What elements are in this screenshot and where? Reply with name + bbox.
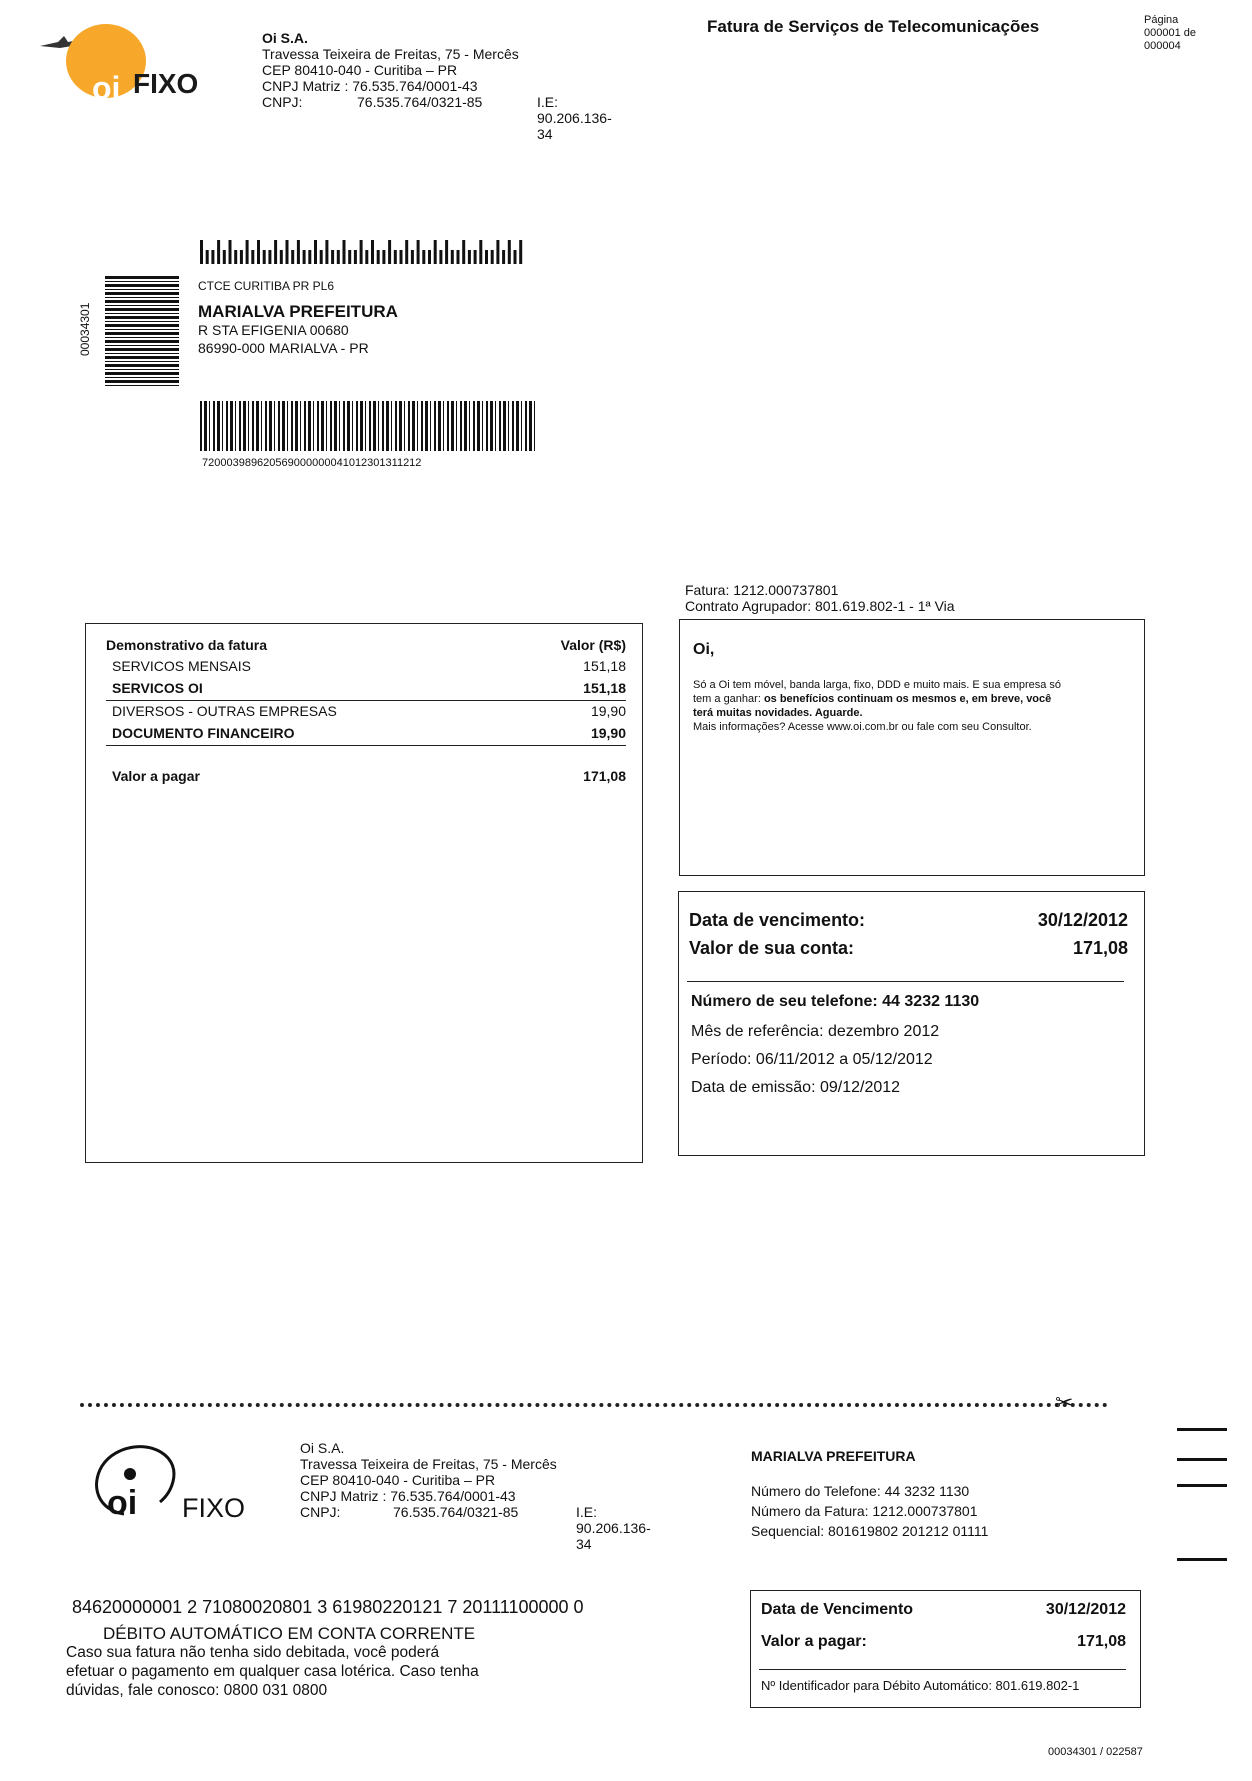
postnet-bar <box>343 240 346 264</box>
summary-box <box>678 891 1145 1156</box>
stub-cnpj-value: 76.535.764/0321-85 <box>393 1504 519 1520</box>
vertical-code: 00034301 <box>78 302 92 356</box>
debit-text <box>66 1643 508 1700</box>
scissors-icon: ✂ <box>1055 1390 1074 1415</box>
postnet-bar <box>365 250 368 264</box>
stub-company-name: Oi S.A. <box>300 1440 345 1456</box>
table-row <box>112 658 626 674</box>
postnet-bar <box>200 240 203 264</box>
postnet-bar <box>371 240 374 264</box>
stub-sequence: Sequencial: 801619802 201212 01111 <box>751 1523 989 1539</box>
due-value: 30/12/2012 <box>1037 910 1128 930</box>
postnet-bar <box>394 250 397 264</box>
message-body <box>693 678 1128 734</box>
side-mark <box>1177 1484 1227 1487</box>
stub-pay-label: Valor a pagar: <box>761 1633 867 1650</box>
row-value: 19,90 <box>590 725 626 741</box>
divider <box>106 745 626 746</box>
ie-value: I.E: 90.206.136-34 <box>537 94 612 142</box>
address-barcode <box>200 401 535 451</box>
value-header: Valor (R$) <box>560 637 626 653</box>
row-label: SERVICOS OI <box>112 680 203 696</box>
postnet-bar <box>468 250 471 264</box>
stub-logo-fixo: FIXO <box>182 1493 246 1523</box>
postnet-bar <box>485 250 488 264</box>
due-row <box>689 910 1128 931</box>
side-mark <box>1177 1458 1227 1461</box>
message-greeting: Oi, <box>693 641 715 658</box>
postnet-bar <box>462 240 465 264</box>
postnet-bar <box>360 240 363 264</box>
row-label: SERVICOS MENSAIS <box>112 658 252 674</box>
debit-text-line: efetuar o pagamento em qualquer casa lotérica. Caso tenha <box>66 1663 479 1680</box>
postnet-bar <box>286 240 289 264</box>
postnet-bar <box>223 250 226 264</box>
postnet-bar <box>405 240 408 264</box>
statement-title: Demonstrativo da fatura <box>106 637 268 653</box>
cnpj-value: 76.535.764/0321-85 <box>357 94 483 110</box>
stub-customer: MARIALVA PREFEITURA <box>751 1448 916 1464</box>
row-label: DIVERSOS - OUTRAS EMPRESAS <box>112 703 337 719</box>
postnet-bar <box>251 250 254 264</box>
postnet-bar <box>422 250 425 264</box>
route-code: CTCE CURITIBA PR PL6 <box>198 279 335 293</box>
postnet-bar <box>354 250 357 264</box>
postnet-bar <box>479 240 482 264</box>
divider <box>759 1669 1126 1670</box>
postnet-bar <box>314 240 317 264</box>
stub-cnpj-matriz: CNPJ Matriz : 76.535.764/0001-43 <box>300 1488 516 1504</box>
page-indicator <box>1144 14 1196 53</box>
page-label: Página <box>1144 14 1179 26</box>
company-name: Oi S.A. <box>262 30 308 46</box>
issue-date: Data de emissão: 09/12/2012 <box>691 1079 901 1096</box>
total-value: 171,08 <box>583 768 626 784</box>
message-line: Mais informações? Acesse www.oi.com.br ou fale com seu Consultor. <box>693 721 1032 733</box>
reference-month: Mês de referência: dezembro 2012 <box>691 1023 940 1040</box>
message-text-bold: os benefícios continuam os mesmos e, em breve, você <box>763 693 1052 705</box>
debit-text-line: dúvidas, fale conosco: 0800 031 0800 <box>66 1682 328 1699</box>
postnet-bar <box>240 250 243 264</box>
postnet-bar <box>388 240 391 264</box>
recipient-city: 86990-000 MARIALVA - PR <box>198 340 369 356</box>
stub-due-value: 30/12/2012 <box>1045 1601 1126 1618</box>
postnet-bar <box>474 250 477 264</box>
postnet-bar <box>297 240 300 264</box>
row-value: 19,90 <box>590 703 626 719</box>
recipient-name: MARIALVA PREFEITURA <box>198 302 398 321</box>
divider <box>106 700 626 701</box>
cut-line <box>80 1403 1108 1407</box>
amount-label: Valor de sua conta: <box>689 938 855 958</box>
stub-cnpj-label: CNPJ: <box>300 1504 341 1520</box>
message-line <box>693 692 1128 706</box>
postnet-bar <box>211 250 214 264</box>
stub-customer-details <box>751 1481 988 1541</box>
cnpj-label: CNPJ: <box>262 94 303 110</box>
invoice-info <box>685 582 955 614</box>
side-mark <box>1177 1428 1227 1431</box>
message-text: tem a ganhar: <box>693 693 764 705</box>
message-line: Só a Oi tem móvel, banda larga, fixo, DDD e muito mais. E sua empresa só <box>693 679 1062 691</box>
statement-header <box>106 637 626 653</box>
postnet-bar <box>445 240 448 264</box>
company-cep: CEP 80410-040 - Curitiba – PR <box>262 62 458 78</box>
postnet-bar <box>502 250 505 264</box>
postnet-bar <box>434 240 437 264</box>
postnet-bar <box>291 250 294 264</box>
company-address: Travessa Teixeira de Freitas, 75 - Mercês <box>262 46 519 62</box>
recipient-street: R STA EFIGENIA 00680 <box>198 322 349 338</box>
stub-logo-oi: oi <box>107 1484 138 1522</box>
table-row <box>112 680 626 696</box>
postnet-bar <box>280 250 283 264</box>
stub-pay-row <box>761 1633 1126 1651</box>
statement-box <box>85 623 643 1163</box>
postnet-bar <box>303 250 306 264</box>
stub-pay-value: 171,08 <box>1077 1633 1126 1650</box>
document-title: Fatura de Serviços de Telecomunicações <box>707 17 1040 36</box>
postnet-bar <box>519 240 522 264</box>
message-box <box>679 619 1145 876</box>
postnet-bar <box>206 250 209 264</box>
message-line: terá muitas novidades. Aguarde. <box>693 707 863 719</box>
postnet-bar <box>491 250 494 264</box>
postnet-bar <box>234 250 237 264</box>
postnet-barcode <box>200 240 525 264</box>
postnet-bar <box>257 240 260 264</box>
debit-text-line: Caso sua fatura não tenha sido debitada, você poderá <box>66 1644 440 1661</box>
postnet-bar <box>457 250 460 264</box>
postnet-bar <box>320 250 323 264</box>
row-value: 151,18 <box>583 658 626 674</box>
footer-code: 00034301 / 022587 <box>1048 1746 1143 1758</box>
due-label: Data de vencimento: <box>689 910 866 930</box>
company-block <box>262 30 612 142</box>
contract-number: Contrato Agrupador: 801.619.802-1 - 1ª Via <box>685 598 955 614</box>
postnet-bar <box>337 250 340 264</box>
divider <box>687 981 1124 982</box>
postnet-bar <box>308 250 311 264</box>
postnet-bar <box>451 250 454 264</box>
billing-period: Período: 06/11/2012 a 05/12/2012 <box>691 1051 933 1068</box>
postnet-bar <box>274 240 277 264</box>
postnet-bar <box>246 240 249 264</box>
page-number: 000001 de <box>1144 27 1196 39</box>
postnet-bar <box>377 250 380 264</box>
postnet-bar <box>229 240 232 264</box>
stub-phone: Número do Telefone: 44 3232 1130 <box>751 1483 970 1499</box>
barcode-number: 720003989620569000000041012301311212 <box>202 457 422 469</box>
stub-payment-box <box>750 1590 1141 1708</box>
stub-ie-value: I.E: 90.206.136-34 <box>576 1504 651 1552</box>
digitable-line: 84620000001 2 71080020801 3 61980220121 7 20111100000 0 <box>72 1597 584 1617</box>
stub-due-label: Data de Vencimento <box>761 1601 914 1618</box>
stub-company-address: Travessa Teixeira de Freitas, 75 - Mercês <box>300 1456 557 1472</box>
stub-company-cep: CEP 80410-040 - Curitiba – PR <box>300 1472 496 1488</box>
side-barcode <box>105 276 179 386</box>
postnet-bar <box>428 250 431 264</box>
postnet-bar <box>348 250 351 264</box>
company-cnpj-matriz: CNPJ Matriz : 76.535.764/0001-43 <box>262 78 478 94</box>
postnet-bar <box>496 240 499 264</box>
debit-title: DÉBITO AUTOMÁTICO EM CONTA CORRENTE <box>103 1624 476 1643</box>
postnet-bar <box>268 250 271 264</box>
postnet-bar <box>439 250 442 264</box>
side-mark <box>1177 1558 1227 1561</box>
postnet-bar <box>331 250 334 264</box>
postnet-bar <box>325 240 328 264</box>
stub-debit-id: Nº Identificador para Débito Automático: 801.619.802-1 <box>761 1678 1080 1693</box>
stub-due-row <box>761 1601 1126 1619</box>
logo-oi-text: oi <box>92 70 121 106</box>
total-label: Valor a pagar <box>112 768 200 784</box>
postnet-bar <box>263 250 266 264</box>
invoice-number: Fatura: 1212.000737801 <box>685 582 839 598</box>
table-row <box>112 725 626 741</box>
postnet-bar <box>400 250 403 264</box>
postnet-bar <box>217 240 220 264</box>
page-total: 000004 <box>1144 40 1181 52</box>
postnet-bar <box>411 250 414 264</box>
stub-invoice: Número da Fatura: 1212.000737801 <box>751 1503 978 1519</box>
logo-fixo-text: FIXO <box>133 68 199 99</box>
amount-value: 171,08 <box>1072 938 1128 958</box>
phone-number: Número de seu telefone: 44 3232 1130 <box>691 993 980 1010</box>
postnet-bar <box>508 240 511 264</box>
stub-company-block <box>300 1440 651 1552</box>
row-label: DOCUMENTO FINANCEIRO <box>112 725 295 741</box>
table-row <box>112 703 626 719</box>
amount-row <box>689 938 1128 959</box>
postnet-bar <box>417 240 420 264</box>
row-value: 151,18 <box>583 680 626 696</box>
postnet-bar <box>382 250 385 264</box>
total-row <box>112 768 626 784</box>
postnet-bar <box>514 250 517 264</box>
